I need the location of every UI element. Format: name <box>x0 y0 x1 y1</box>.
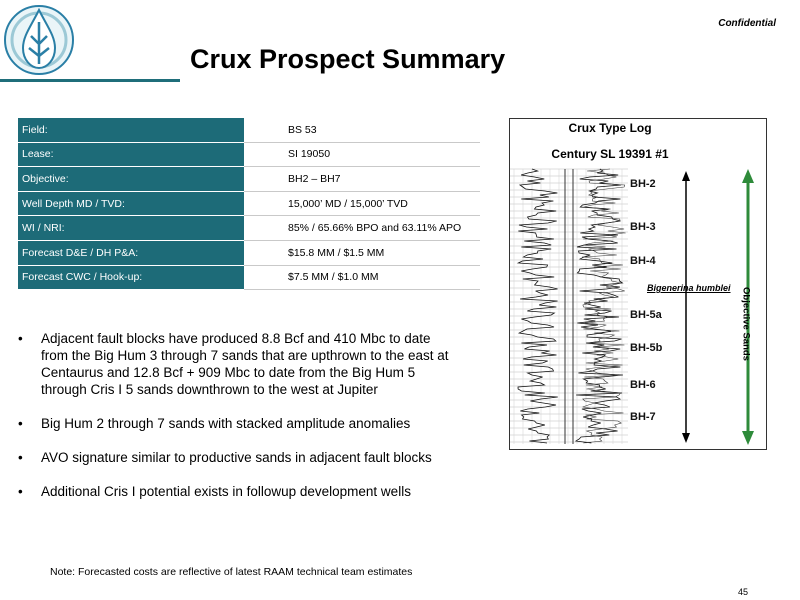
horizon-label: BH-4 <box>630 255 656 267</box>
row-label: Well Depth MD / TVD: <box>18 191 244 216</box>
row-label: Field: <box>18 118 244 142</box>
row-label: Objective: <box>18 167 244 192</box>
row-value: BH2 – BH7 <box>284 167 480 192</box>
table-row <box>18 216 480 241</box>
bullet-item: • Additional Cris I potential exists in followup development wells <box>16 483 461 500</box>
row-label: WI / NRI: <box>18 216 244 241</box>
horizon-label: BH-3 <box>630 221 656 233</box>
row-value: BS 53 <box>284 118 480 142</box>
horizon-label: BH-2 <box>630 178 656 190</box>
horizon-label: BH-6 <box>630 379 656 391</box>
bullet-item: • AVO signature similar to productive sands in adjacent fault blocks <box>16 449 461 466</box>
page-number: 45 <box>737 587 748 597</box>
bullet-item: • Big Hum 2 through 7 sands with stacked amplitude anomalies <box>16 415 461 432</box>
company-logo <box>3 2 75 78</box>
prospect-summary-table <box>18 118 480 290</box>
table-row <box>18 191 480 216</box>
table-row <box>18 118 480 142</box>
bullet-item: • Adjacent fault blocks have produced 8.8 Bcf and 410 Mbc to date from the Big Hum 3 through 7 sands that are upthrown to the east at Centaurus and 12.8 Bcf + 909 Mbc to date from the Big Hum 5 through Cris I 5 sands downthrown to the west at Jupiter <box>16 330 461 398</box>
row-value: SI 19050 <box>284 142 480 167</box>
type-log-subtitle: Century SL 19391 #1 <box>551 147 669 161</box>
row-value: 15,000’ MD / 15,000’ TVD <box>284 191 480 216</box>
type-log-title: Crux Type Log <box>568 121 652 135</box>
row-value: 85% / 65.66% BPO and 63.11% APO <box>284 216 480 241</box>
table-row <box>18 265 480 290</box>
row-label: Forecast D&E / DH P&A: <box>18 240 244 265</box>
table-row <box>18 167 480 192</box>
table-row <box>18 142 480 167</box>
horizon-label: BH-5a <box>630 309 662 321</box>
type-log-figure <box>509 118 767 450</box>
row-value: $7.5 MM / $1.0 MM <box>284 265 480 290</box>
header-rule <box>0 79 180 82</box>
page-title: Crux Prospect Summary <box>190 44 506 74</box>
marker-label: Bigenerina humblei <box>647 283 731 293</box>
objective-sands-label: Objective Sands <box>740 287 752 361</box>
table-row <box>18 240 480 265</box>
horizon-label: BH-7 <box>630 411 656 423</box>
row-value: $15.8 MM / $1.5 MM <box>284 240 480 265</box>
bullet-list <box>16 330 461 517</box>
footnote: Note: Forecasted costs are reflective of latest RAAM technical team estimates <box>50 566 413 578</box>
confidential-label: Confidential <box>718 18 776 29</box>
row-label: Forecast CWC / Hook-up: <box>18 265 244 290</box>
horizon-label: BH-5b <box>630 342 663 354</box>
row-label: Lease: <box>18 142 244 167</box>
